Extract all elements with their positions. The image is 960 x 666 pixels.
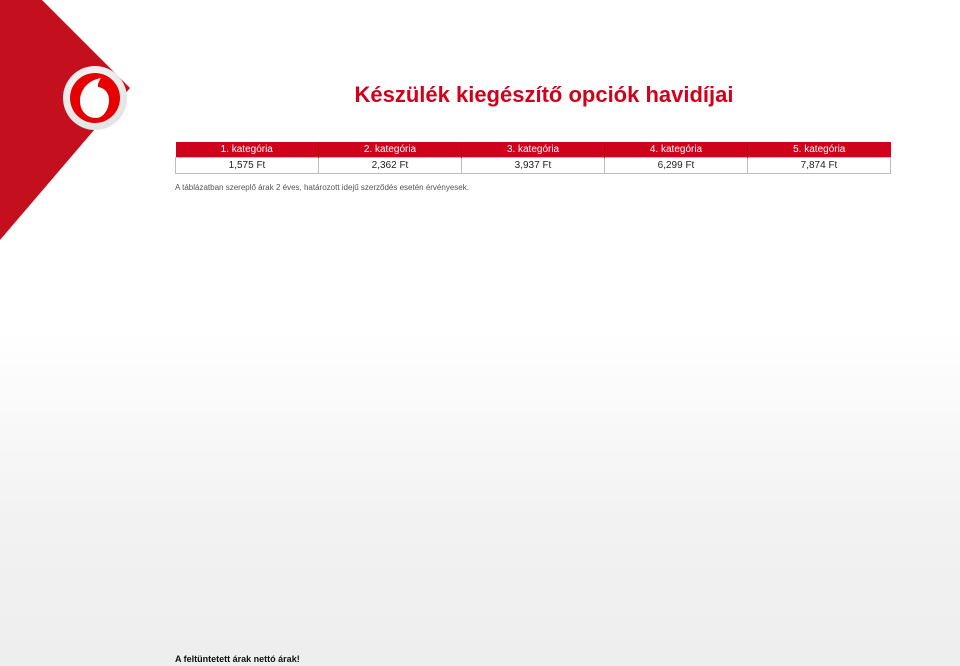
column-header: 1. kategória (176, 142, 319, 158)
table-header-row (176, 142, 891, 158)
column-header: 3. kategória (462, 142, 605, 158)
price-cell: 6,299 Ft (605, 158, 748, 174)
validity-note: A táblázatban szereplő árak 2 éves, határozott idejű szerződés esetén érvényesek. (175, 183, 469, 192)
column-header: 5. kategória (748, 142, 891, 158)
page-title: Készülék kiegészítő opciók havidíjai (354, 82, 734, 107)
net-prices-note: A feltüntetett árak nettó árak! (175, 654, 300, 664)
price-cell: 2,362 Ft (319, 158, 462, 174)
column-header: 4. kategória (605, 142, 748, 158)
table-row (176, 158, 891, 174)
column-header: 2. kategória (319, 142, 462, 158)
price-table (175, 142, 891, 174)
price-cell: 1,575 Ft (176, 158, 319, 174)
price-cell: 7,874 Ft (748, 158, 891, 174)
price-cell: 3,937 Ft (462, 158, 605, 174)
